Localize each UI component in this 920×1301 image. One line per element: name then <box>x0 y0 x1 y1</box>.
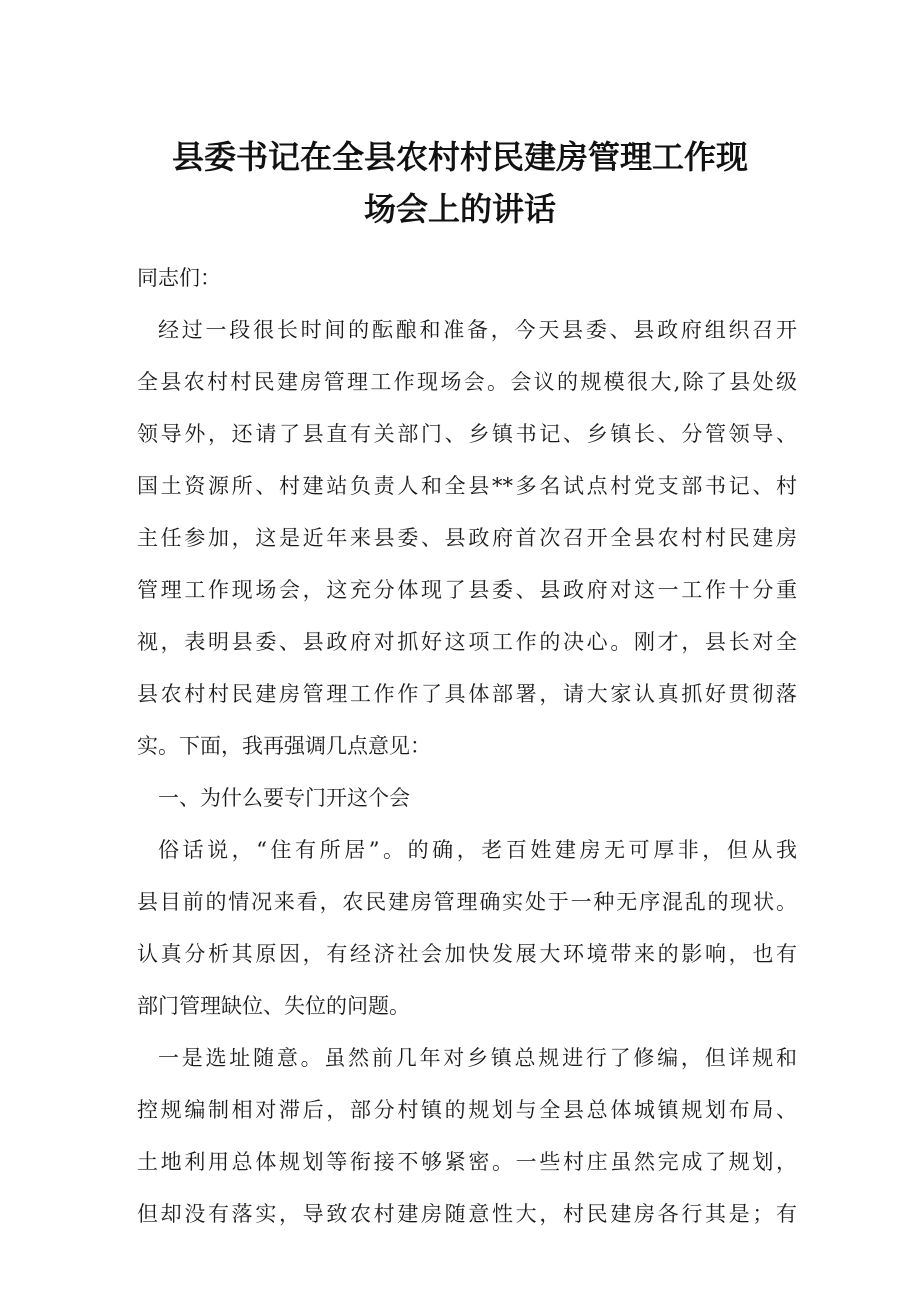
paragraph-line: 全县农村村民建房管理工作现场会。会议的规模很大,除了县处级 <box>137 370 797 394</box>
paragraph-line: 实。下面，我再强调几点意见： <box>137 734 431 758</box>
salutation: 同志们： <box>137 266 221 290</box>
document-title-line-2: 场会上的讲话 <box>363 190 556 228</box>
paragraph-line: 主任参加，这是近年来县委、县政府首次召开全县农村村民建房 <box>137 526 797 550</box>
paragraph-line: 县农村村民建房管理工作作了具体部署，请大家认真抓好贯彻落 <box>137 682 797 706</box>
paragraph-line: 经过一段很长时间的酝酿和准备，今天县委、县政府组织召开 <box>158 318 797 342</box>
paragraph-line: 俗话说，“住有所居”。的确，老百姓建房无可厚非，但从我 <box>158 838 797 862</box>
paragraph-line: 土地利用总体规划等衔接不够紧密。一些村庄虽然完成了规划， <box>137 1150 797 1174</box>
paragraph-line: 视，表明县委、县政府对抓好这项工作的决心。刚才，县长对全 <box>137 630 797 654</box>
paragraph-line: 部门管理缺位、失位的问题。 <box>137 994 410 1018</box>
paragraph-line: 管理工作现场会，这充分体现了县委、县政府对这一工作十分重 <box>137 578 797 602</box>
section-heading: 一、为什么要专门开这个会 <box>158 786 410 810</box>
paragraph-line: 认真分析其原因，有经济社会加快发展大环境带来的影响，也有 <box>137 942 797 966</box>
paragraph-line: 国土资源所、村建站负责人和全县**多名试点村党支部书记、村 <box>137 474 797 498</box>
paragraph-line: 一是选址随意。虽然前几年对乡镇总规进行了修编，但详规和 <box>158 1046 797 1070</box>
paragraph-line: 领导外，还请了县直有关部门、乡镇书记、乡镇长、分管领导、 <box>137 422 797 446</box>
paragraph-line: 但却没有落实，导致农村建房随意性大，村民建房各行其是；有 <box>137 1202 797 1226</box>
paragraph-line: 县目前的情况来看，农民建房管理确实处于一种无序混乱的现状。 <box>137 890 797 914</box>
paragraph-line: 控规编制相对滞后，部分村镇的规划与全县总体城镇规划布局、 <box>137 1098 797 1122</box>
document-body <box>137 252 797 1240</box>
document-title-line-1: 县委书记在全县农村村民建房管理工作现 <box>171 138 748 176</box>
